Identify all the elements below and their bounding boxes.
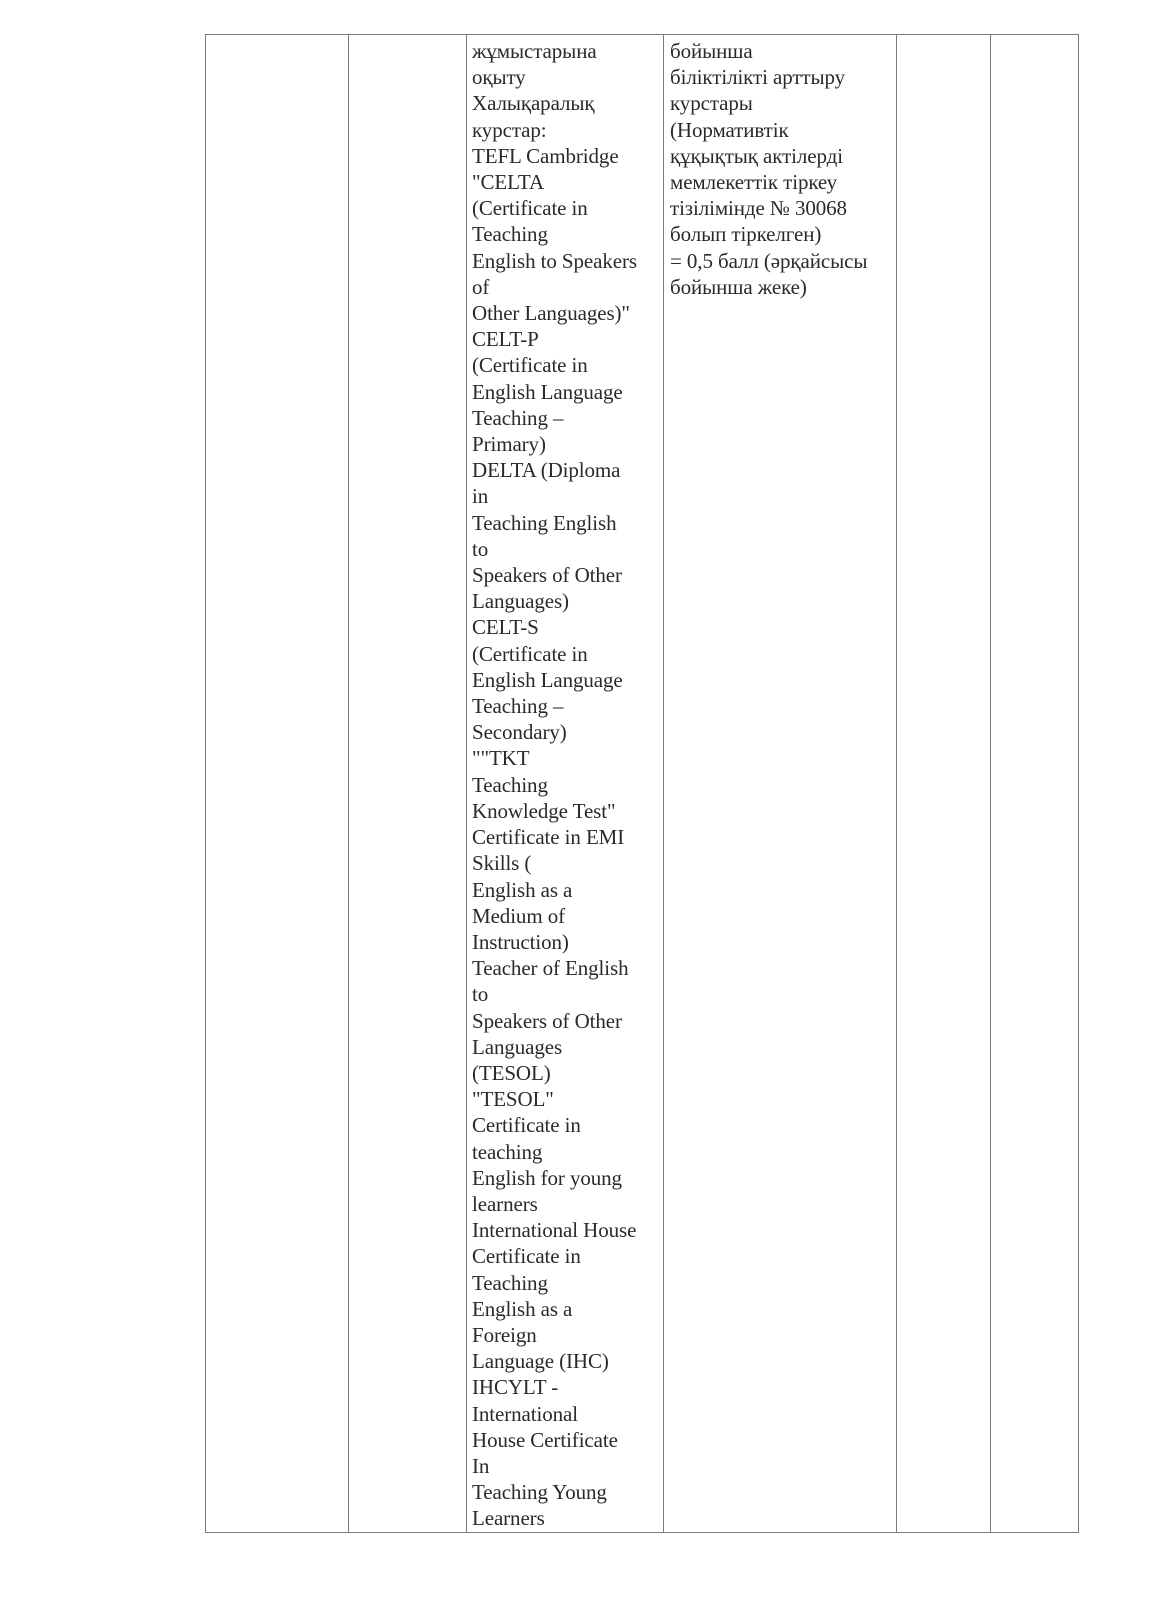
text-line: Languages) bbox=[472, 589, 569, 614]
text-line: Learners bbox=[472, 1506, 545, 1531]
text-line: Teaching English bbox=[472, 510, 617, 535]
text-line: English as a bbox=[472, 877, 573, 902]
text-line: Foreign bbox=[472, 1322, 537, 1347]
text-line: Speakers of Other bbox=[472, 1008, 622, 1033]
text-line: Teaching Young bbox=[472, 1480, 607, 1505]
table-cell-empty-1 bbox=[206, 35, 349, 1533]
text-line: (Certificate in bbox=[472, 353, 588, 378]
text-line: (Certificate in bbox=[472, 641, 588, 666]
text-line: English for young bbox=[472, 1165, 622, 1190]
text-line: "CELTA bbox=[472, 170, 545, 195]
table-cell-empty-2 bbox=[349, 35, 467, 1533]
text-line: Certificate in EMI bbox=[472, 825, 625, 850]
table-cell-empty-6 bbox=[991, 35, 1079, 1533]
text-line: to bbox=[472, 536, 489, 561]
text-line: English to Speakers bbox=[472, 248, 637, 273]
text-line: Халықаралық bbox=[472, 91, 595, 116]
text-line: "TESOL" bbox=[472, 1087, 554, 1112]
text-line: бойынша жеке) bbox=[670, 274, 807, 299]
text-line: teaching bbox=[472, 1139, 543, 1164]
text-line: TEFL Cambridge bbox=[472, 143, 619, 168]
text-line: House Certificate bbox=[472, 1427, 618, 1452]
text-line: Other Languages)" bbox=[472, 301, 630, 326]
text-line: IHCYLT - bbox=[472, 1375, 559, 1400]
text-line: CELT-P bbox=[472, 327, 539, 352]
text-line: In bbox=[472, 1453, 490, 1478]
text-line: құқықтық актілерді bbox=[670, 143, 843, 168]
text-line: Instruction) bbox=[472, 929, 569, 954]
text-line: тізілімінде № 30068 bbox=[670, 196, 847, 221]
text-line: Knowledge Test" bbox=[472, 798, 616, 823]
text-line: (TESOL) bbox=[472, 1060, 551, 1085]
scoring-list bbox=[664, 35, 896, 300]
text-line: = 0,5 балл (әрқайсысы bbox=[670, 248, 868, 273]
text-line: DELTA (Diploma bbox=[472, 458, 621, 483]
text-line: English Language bbox=[472, 379, 623, 404]
text-line: Certificate in bbox=[472, 1244, 581, 1269]
text-line: English Language bbox=[472, 667, 623, 692]
table-row bbox=[206, 35, 1079, 1533]
text-line: in bbox=[472, 484, 489, 509]
text-line: (Certificate in bbox=[472, 196, 588, 221]
text-line: Certificate in bbox=[472, 1113, 581, 1138]
text-line: of bbox=[472, 274, 490, 299]
text-line: Teaching bbox=[472, 1270, 548, 1295]
text-line: Teaching – bbox=[472, 694, 564, 719]
text-line: CELT-S bbox=[472, 615, 539, 640]
courses-cell bbox=[467, 35, 664, 1533]
text-line: бойынша bbox=[670, 39, 753, 63]
text-line: Teacher of English bbox=[472, 956, 629, 981]
text-line: to bbox=[472, 982, 489, 1007]
text-line: Primary) bbox=[472, 432, 546, 457]
text-line: курстар: bbox=[472, 117, 547, 142]
text-line: Teaching bbox=[472, 772, 548, 797]
text-line: Secondary) bbox=[472, 720, 567, 745]
text-line: оқыту bbox=[472, 65, 526, 90]
scoring-cell bbox=[664, 35, 897, 1533]
text-line: Languages bbox=[472, 1034, 563, 1059]
document-table bbox=[205, 34, 1079, 1533]
text-line: Speakers of Other bbox=[472, 563, 622, 588]
text-line: Medium of bbox=[472, 903, 566, 928]
text-line: Teaching bbox=[472, 222, 548, 247]
text-line: International House bbox=[472, 1218, 637, 1243]
text-line: English as a bbox=[472, 1296, 573, 1321]
text-line: мемлекеттік тіркеу bbox=[670, 170, 838, 195]
text-line: International bbox=[472, 1401, 578, 1426]
text-line: курстары bbox=[670, 91, 753, 116]
courses-list bbox=[467, 35, 663, 1532]
text-line: жұмыстарына bbox=[472, 39, 597, 63]
text-line: біліктілікті арттыру bbox=[670, 65, 846, 90]
text-line: learners bbox=[472, 1191, 538, 1216]
text-line: Language (IHC) bbox=[472, 1349, 609, 1374]
text-line: Skills ( bbox=[472, 851, 532, 876]
text-line: ""TKT bbox=[472, 746, 530, 771]
text-line: (Нормативтік bbox=[670, 117, 789, 142]
table-cell-empty-5 bbox=[897, 35, 991, 1533]
text-line: болып тіркелген) bbox=[670, 222, 822, 247]
text-line: Teaching – bbox=[472, 405, 564, 430]
